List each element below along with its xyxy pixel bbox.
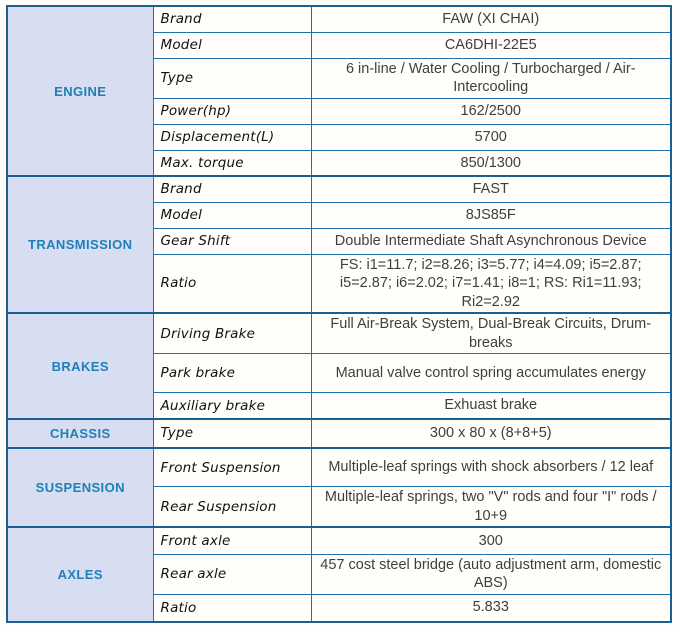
section-transmission: TRANSMISSION xyxy=(7,176,153,313)
section-chassis: CHASSIS xyxy=(7,419,153,448)
spec-label-front-axle: Front axle xyxy=(153,527,311,554)
spec-label-trans-brand: Brand xyxy=(153,176,311,202)
spec-label-park-brake: Park brake xyxy=(153,354,311,393)
spec-label-model: Model xyxy=(153,32,311,58)
spec-value-axle-ratio: 5.833 xyxy=(311,595,671,622)
spec-label-gear-shift: Gear Shift xyxy=(153,228,311,254)
spec-value-brand: FAW (XI CHAI) xyxy=(311,6,671,32)
section-axles: AXLES xyxy=(7,527,153,621)
section-brakes: BRAKES xyxy=(7,313,153,419)
spec-value-trans-model: 8JS85F xyxy=(311,202,671,228)
spec-label-power: Power(hp) xyxy=(153,98,311,124)
spec-label-chassis-type: Type xyxy=(153,419,311,448)
spec-value-auxiliary-brake: Exhuast brake xyxy=(311,393,671,419)
spec-value-model: CA6DHI-22E5 xyxy=(311,32,671,58)
section-engine: ENGINE xyxy=(7,6,153,176)
spec-value-displacement: 5700 xyxy=(311,124,671,150)
spec-value-driving-brake: Full Air-Break System, Dual-Break Circuits, Drum-breaks xyxy=(311,313,671,354)
spec-value-max-torque: 850/1300 xyxy=(311,150,671,176)
spec-value-trans-brand: FAST xyxy=(311,176,671,202)
spec-value-chassis-type: 300 x 80 x (8+8+5) xyxy=(311,419,671,448)
spec-label-displacement: Displacement(L) xyxy=(153,124,311,150)
spec-value-rear-axle: 457 cost steel bridge (auto adjustment arm, domestic ABS) xyxy=(311,554,671,594)
spec-label-brand: Brand xyxy=(153,6,311,32)
spec-value-trans-ratio: FS: i1=11.7; i2=8.26; i3=5.77; i4=4.09; i5=2.87; i5=2.87; i6=2.02; i7=1.41; i8=1; RS: Ri1=11.93; Ri2=2.92 xyxy=(311,254,671,313)
spec-value-power: 162/2500 xyxy=(311,98,671,124)
section-suspension: SUSPENSION xyxy=(7,448,153,528)
spec-label-axle-ratio: Ratio xyxy=(153,595,311,622)
spec-label-auxiliary-brake: Auxiliary brake xyxy=(153,393,311,419)
spec-label-driving-brake: Driving Brake xyxy=(153,313,311,354)
spec-value-front-axle: 300 xyxy=(311,527,671,554)
spec-label-trans-ratio: Ratio xyxy=(153,254,311,313)
spec-value-park-brake: Manual valve control spring accumulates energy xyxy=(311,354,671,393)
spec-value-gear-shift: Double Intermediate Shaft Asynchronous Device xyxy=(311,228,671,254)
spec-label-trans-model: Model xyxy=(153,202,311,228)
spec-label-front-suspension: Front Suspension xyxy=(153,448,311,487)
spec-value-rear-suspension: Multiple-leaf springs, two "V" rods and four "I" rods / 10+9 xyxy=(311,487,671,528)
spec-value-type: 6 in-line / Water Cooling / Turbocharged / Air-Intercooling xyxy=(311,58,671,98)
spec-label-rear-suspension: Rear Suspension xyxy=(153,487,311,528)
spec-label-max-torque: Max. torque xyxy=(153,150,311,176)
spec-value-front-suspension: Multiple-leaf springs with shock absorbers / 12 leaf xyxy=(311,448,671,487)
spec-table xyxy=(6,5,672,623)
spec-label-rear-axle: Rear axle xyxy=(153,554,311,594)
spec-label-type: Type xyxy=(153,58,311,98)
